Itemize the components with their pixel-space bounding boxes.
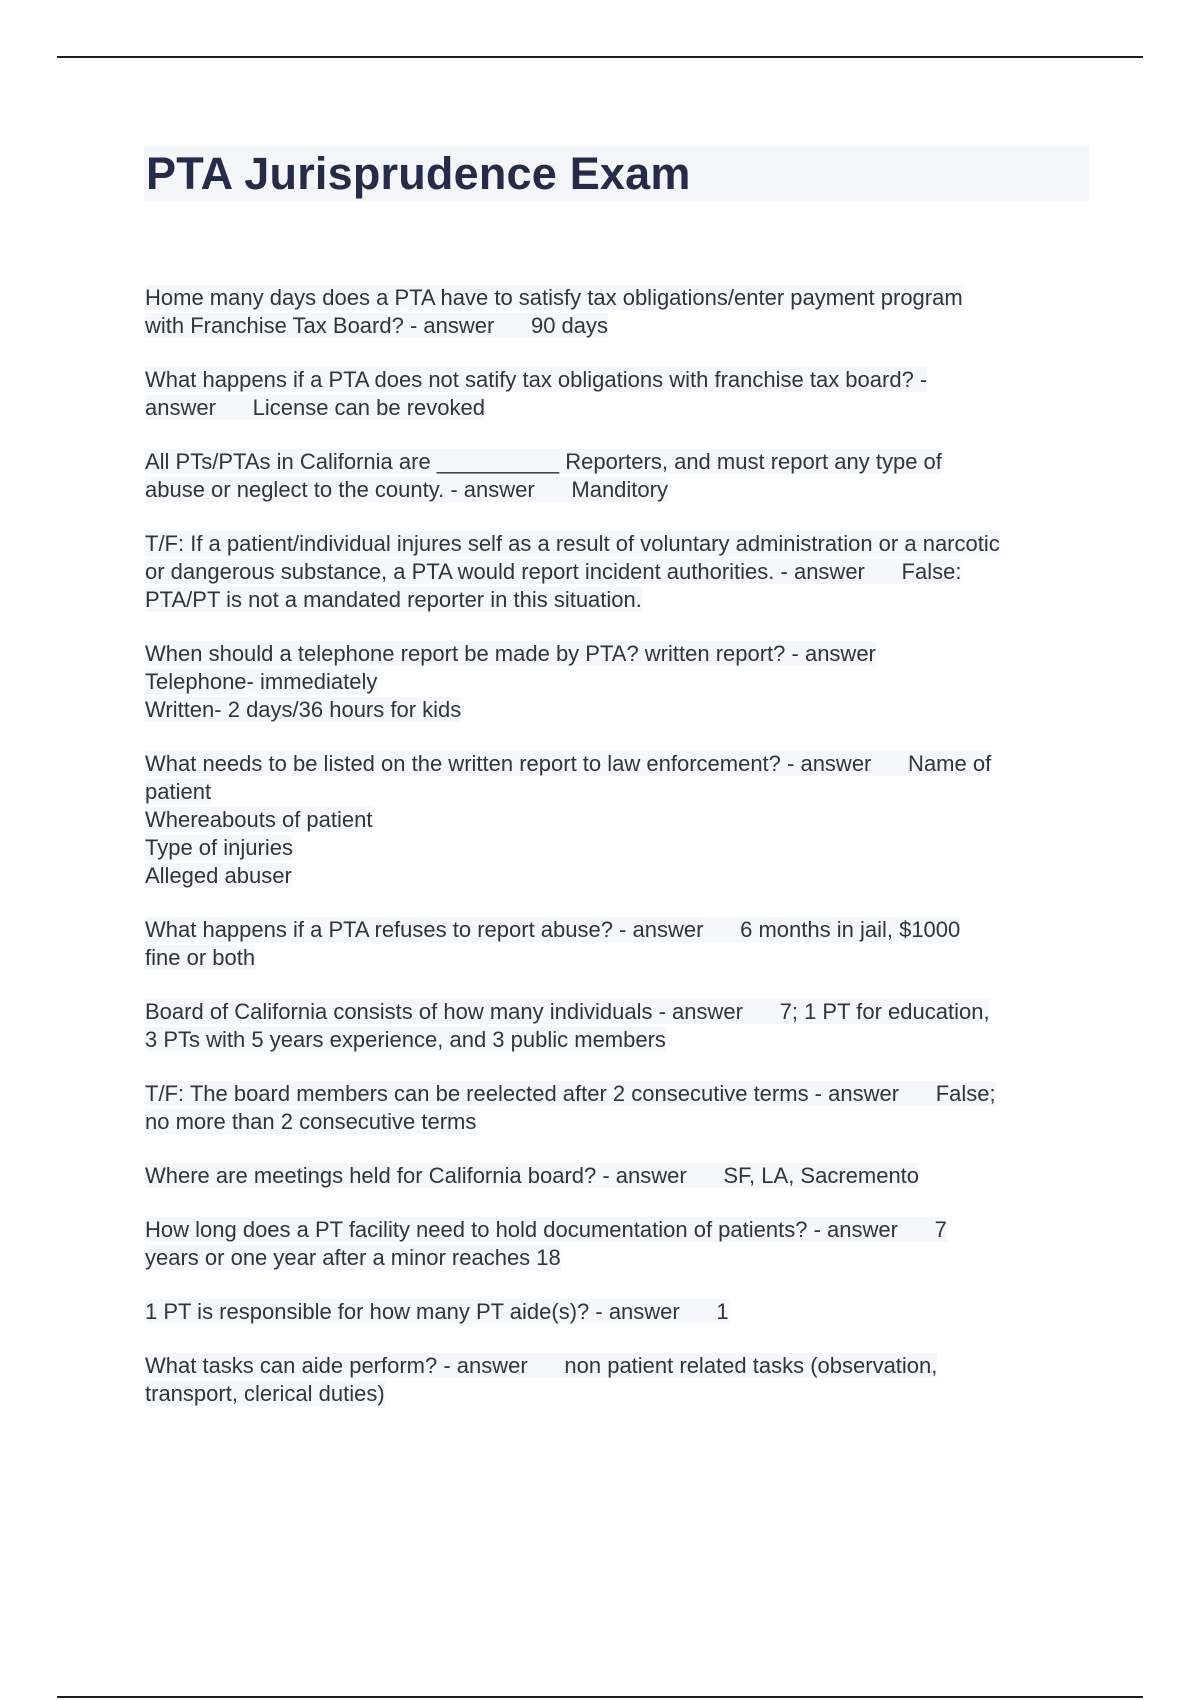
qa-item <box>145 640 1095 724</box>
qa-text: Where are meetings held for California board? - answer SF, LA, Sacremento <box>145 1163 920 1188</box>
qa-item <box>145 998 1095 1054</box>
qa-text: How long does a PT facility need to hold documentation of patients? - answer 7 years or one year after a minor reaches 18 <box>145 1217 947 1270</box>
qa-text: T/F: The board members can be reelected after 2 consecutive terms - answer False; no more than 2 consecutive terms <box>145 1081 996 1134</box>
qa-list <box>145 284 1095 1434</box>
qa-item <box>145 448 1095 504</box>
qa-text: When should a telephone report be made by PTA? written report? - answer Telephone- immediately Written- 2 days/36 hours for kids <box>145 641 876 722</box>
qa-text: Home many days does a PTA have to satisfy tax obligations/enter payment program with Franchise Tax Board? - answer 90 days <box>145 285 963 338</box>
qa-text: T/F: If a patient/individual injures self as a result of voluntary administration or a narcotic or dangerous substance, a PTA would report incident authorities. - answer False: PTA/PT is not a mandated reporter in this situation. <box>145 531 1000 612</box>
qa-item <box>145 1352 1095 1408</box>
qa-text: Board of California consists of how many individuals - answer 7; 1 PT for education, 3 PTs with 5 years experience, and 3 public members <box>145 999 990 1052</box>
qa-text: 1 PT is responsible for how many PT aide(s)? - answer 1 <box>145 1299 729 1324</box>
qa-item <box>145 1162 1095 1190</box>
qa-item <box>145 750 1095 890</box>
qa-item <box>145 916 1095 972</box>
qa-item <box>145 530 1095 614</box>
qa-text: What tasks can aide perform? - answer non patient related tasks (observation, transport, clerical duties) <box>145 1353 938 1406</box>
qa-item <box>145 284 1095 340</box>
qa-item <box>145 366 1095 422</box>
qa-text: What needs to be listed on the written report to law enforcement? - answer Name of patient Whereabouts of patient Type of injuries Alleged abuser <box>145 751 992 888</box>
qa-text: All PTs/PTAs in California are __________ Reporters, and must report any type of abuse or neglect to the county. - answer Manditory <box>145 449 942 502</box>
qa-text: What happens if a PTA refuses to report abuse? - answer 6 months in jail, $1000 fine or both <box>145 917 961 970</box>
bottom-rule <box>57 1696 1143 1698</box>
qa-item <box>145 1216 1095 1272</box>
qa-text: What happens if a PTA does not satify tax obligations with franchise tax board? - answer License can be revoked <box>145 367 928 420</box>
qa-item <box>145 1298 1095 1326</box>
top-rule <box>57 56 1143 58</box>
page-title: PTA Jurisprudence Exam <box>146 148 691 199</box>
qa-item <box>145 1080 1095 1136</box>
